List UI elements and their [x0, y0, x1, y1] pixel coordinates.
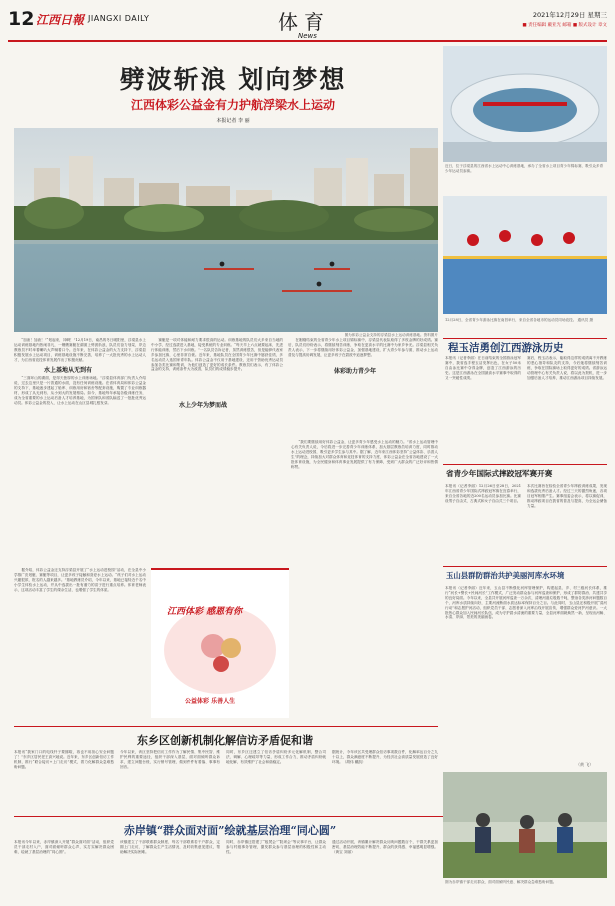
issue-date: 2021年12月29日 星期三 [532, 11, 607, 19]
story3-body-col-1: 本报讯（记者李丽）12月26日至28日，2021年江西省青少年国际式摔跤冠军赛在宜春举行，来自全省各地的近200名运动员参加比赛。比赛设男子自由式、古典式和女子自由式三个项目。 [445, 484, 521, 503]
story5-headline: 东乡区创新机制化解信访矛盾促和谐 [137, 734, 313, 747]
story2-body-col-2: 赛后，程玉洁表示，能取得这样的成绩离不开教练的悉心指导和队友的支持，今后她将继续刻苦训练，争取在国际赛场上取得更好的成绩。省游泳运动管理中心有关负责人说，将以此为契机，进一步加强后备人才培养，推动江西游泳项目持续发展。 [527, 356, 607, 380]
lead-body-col-2: 赛艇是一项对体能和耐力要求很高的运动。训练基地的队员们大多来自当地的中小学，经过选拔进入基地，接受系统的专业训练。“每天早上六点就要起床，先进行体能训练，然后下水训练。”一名队员告诉记者，虽然训练很苦，但是能够代表家乡参加比赛，心里非常自豪。近年来，基地队员在全国青少年比赛中屡获佳绩，多名运动员入选国家青年队。体彩公益金不仅用于基地建设，还用于资助优秀运动员参加各类比赛和集训，为他们创造了更好的成长条件。教练员们表示，有了体彩公益金的支持，训练条件大为改善，队员们的成绩稳步提升。 [151, 338, 283, 372]
lead-body-col-3b: “我们要继续用好体彩公益金，让更多青少年感受水上运动的魅力。”省水上运动管理中心有关负责人说，今后将进一步完善青少年训练体系，加大基层教练员培训力度，同时推动水上运动进校园，吸引更多学生参与其中。据了解，近年来江西体彩坚持“公益体彩、乐善人生”的理念，持续加大对群众体育和竞技体育的支持力度，体彩公益金在全省各地建设了一大批体育设施，为全民健身和体育事业发展提供了有力保障，受到广大群众的广泛好评和热情称赞。 [291, 440, 438, 469]
lead-photo [14, 128, 438, 332]
lead-section-2: 体彩助力青少年 [330, 366, 380, 375]
lead-headline: 劈波斩浪 划向梦想 [119, 65, 347, 94]
story6-photo-caption: 图为赤岸镇干部走访群众，面对面倾听民意、解决群众急难愁盼问题。 [445, 880, 557, 884]
right-mid-photo [443, 196, 607, 314]
masthead-rule [8, 40, 607, 42]
right-mid-caption: 12月28日，全省青少年游泳比赛在南昌举行，来自全省各地市的运动员同场竞技。 通讯员 摄 [445, 318, 593, 322]
right-top-photo [443, 46, 607, 162]
ad-slogan: 江西体彩 感恩有你 [167, 607, 243, 617]
story6-body-col-1: 本报讯今年以来，赤岸镇深入开展“群众面对面”活动，组织党员干部走村入户，面对面倾听群众心声，实打实解决群众困难，绘就了基层治理的“同心圆”。 [14, 840, 114, 854]
editors-line: ■ 责任编辑 戴亚光 邮箱 ■ 版式设计 章文 [522, 23, 607, 28]
story4-body: 本报讯（记者李丽）近年来，玉山县不断强化河库管理保护，构建起县、乡、村三级河长体系，推行“河长+警长+民间河长”工作模式，广泛发动群众参与河库巡查和保护，形成了群防群治、共建共享的良好局面。今年以来，全县共开展河库巡查一万余次，清理河道垃圾数千吨，整治各类涉河问题数百个，河库水质持续向好，主要河流断面水质达标率保持百分之百。与此同时，玉山县还积极开展“清河行动”和志愿护河活动，组织党员干部、志愿者深入河库沿线开展宣传，增强群众爱河护河意识。一大批热心群众加入民间河长队伍，成为守护碧水清流的重要力量，全县河库面貌焕然一新，呈现出河畅、水清、岸绿、景美的美丽画卷。 [445, 586, 607, 620]
masthead [8, 6, 607, 42]
story4-byline: 本报讯（记者李丽） [445, 586, 479, 590]
story4-end-mark: （黄 飞） [576, 762, 594, 767]
ad-tagline: 公益体彩 乐善人生 [185, 698, 236, 705]
lead-byline: 本报记者 李 丽 [216, 118, 250, 124]
story6-photo [443, 772, 607, 878]
lead-section-1: 水上基地从无到有 [40, 365, 96, 374]
story3-byline: 本报讯（记者李丽） [445, 484, 479, 488]
story5-body-col-3: 同时，东乡区还建立了信访矛盾纠纷多元化解机制，整合司法、调解、心理疏导等力量，形成工作合力，推动矛盾纠纷就地化解，有效维护了社会和谐稳定。 [226, 750, 326, 764]
story5-body-col-1: 本报讯“我家门口的电线杆子要挪啦，再也不用担心安全问题了！”东乡区居民老王高兴地说。近年来，东乡区创新信访工作机制，推行“联合接访+上门走访”模式，着力化解群众急难愁盼问题。 [14, 750, 114, 769]
story6-body-col-3: 同时，赤岸镇还搭建了“板凳会”“院坝会”等议事平台，让群众参与村级事务管理，激发群众参与基层治理的积极性和主动性。 [226, 840, 326, 854]
story5-rule [14, 726, 438, 727]
lead-body-col-1b: “三面环山的湖面，是得天独厚的水上训练场地。”浮梁县体育部门负责人介绍说，过去这里只是一片普通的水面，没有任何训练设施。在省体育局和体彩公益金的支持下，基地逐步建起了船库、训练用房和宿舍等配套设施，购置了专业训练器材，形成了从无到有、从小到大的发展格局。如今，基地每年承接各级训练任务，成为全省重要的水上运动后备人才培养基地，为国家队和省队输送了一批批优秀运动员。体彩公益金的投入，让水上运动在山区县城扎根发芽。 [14, 376, 146, 405]
paper-name-en: JIANGXI DAILY [88, 14, 150, 23]
right-rule-3 [443, 566, 607, 567]
paper-name-cn: 江西日報 [36, 13, 85, 27]
story3-body-col-2: 本次比赛旨在检验全省青少年摔跤训练成果，发现和选拔优秀后备人才。经过三天的激烈角逐，各项目冠军相继产生。赛事组委会表示，将以赛促训，推动摔跤项目在我省的普及与提高，为全运会储备力量。 [527, 484, 607, 508]
story3-headline: 省青少年国际式摔跤冠军赛开赛 [446, 469, 553, 478]
right-rule-2 [443, 464, 607, 465]
right-rule-1 [443, 338, 607, 339]
right-top-caption: 近日，位于浮梁县的江西省水上运动中心训练基地，承办了全省水上项目青少年锦标赛，吸引众多青少年运动员参赛。 [445, 164, 604, 173]
lead-body-col-1c: 据介绍，体彩公益金还支持浮梁县开展了“水上运动进校园”活动，在全县中小学推广皮划艇、赛艇等项目，让更多孩子接触和喜爱水上运动。“孩子们对水上运动兴趣很浓，报名的人越来越多。”基地教练员介绍，今年以来，基地已接待近千名中小学生体验水上运动，并从中选拔出一批有潜力的苗子进行重点培养。体育老师表示，这项活动丰富了学生的课余生活，也增强了学生的体质。 [14, 568, 146, 592]
section-title: 体育 [278, 10, 330, 34]
story2-headline: 程玉洁勇创江西游泳历史 [448, 342, 564, 354]
section-en: News [298, 32, 317, 40]
story6-body-col-2: 该镇建立了干部联系群众制度，每名干部联系若干户群众，定期上门走访，了解群众生产生活情况，及时收集意见建议，帮助解决实际困难。 [120, 840, 220, 854]
story4-headline: 玉山县群防群治共护美丽河库水环境 [446, 571, 565, 580]
story5-byline: 本报讯 [14, 750, 26, 754]
story5-body-col-4: 据统计，今年该区共受理群众信访事项数百件，化解率达百分之九十以上，群众满意度不断提升，为经济社会高质量发展营造了良好环境。（胡伟 戴凯） [332, 750, 438, 764]
story6-body-col-4: 通过活动开展，该镇累计解决群众反映问题数百个，干群关系更加密切，基层治理效能不断提升，群众的获得感、幸福感明显增强。（黄宝 刘丽） [332, 840, 438, 854]
page-number: 12 [8, 8, 35, 30]
lead-body-col-1: “加油！加油！”“划起来，冲啊！”12月19日，南昌的冬日暖阳里，浮梁县水上运动训练基地内热闹非凡，一艘艘赛艇在湖面上劈波斩浪，队员们奋力划桨，岸边教练员不时举着喇叭大声喊着口令。近年来，在体彩公益金的大力支持下，浮梁县积极发展水上运动项目，训练基地设施不断完善，培养了一大批优秀的水上运动人才，为江西省竞技体育发展作出了积极贡献。 [14, 338, 146, 362]
story6-byline: 本报讯 [14, 840, 26, 844]
story2-body-col-1: 本报讯（记者李丽）在日前结束的全国游泳冠军赛中，我省选手程玉洁发挥出色，在女子50米自由泳比赛中夺得金牌，创造了江西游泳的历史。这是江西游泳在全国最高水平赛事中取得的又一突破性成绩。 [445, 356, 521, 380]
story6-headline: 赤岸镇“群众面对面”绘就基层治理“同心圆” [123, 824, 337, 837]
story5-body-col-2: 今年以来，该区坚持把信访工作作为了解民情、集中民智、维护民利的重要途径，组织干部深入基层，面对面倾听群众诉求，建立问题台账，实行销号管理，做到件件有着落、事事有回音。 [120, 750, 220, 769]
lead-section-3: 水上少年为梦而战 [175, 400, 231, 409]
lottery-ad [151, 568, 289, 718]
story2-byline: 本报讯（记者李丽） [445, 356, 478, 360]
lead-photo-caption: 图为体彩公益金支持的浮梁县水上运动训练基地。资料图片 [344, 333, 438, 337]
lead-body-col-3: 在刚刚结束的全省青少年水上项目锦标赛中，浮梁县代表队取得了多枚金牌的好成绩。赛后，队员们纷纷表示，将继续刻苦训练，争取在更高水平的比赛中为家乡争光。浮梁县相关负责人表示，下一步将继续用好体彩公益金，加强基地建设，扩大青少年参与面，推动水上运动普及与提高协调发展，让更多孩子在碧波中追逐梦想。 [288, 338, 438, 357]
lead-subheadline: 江西体彩公益金有力护航浮梁水上运动 [130, 98, 335, 112]
